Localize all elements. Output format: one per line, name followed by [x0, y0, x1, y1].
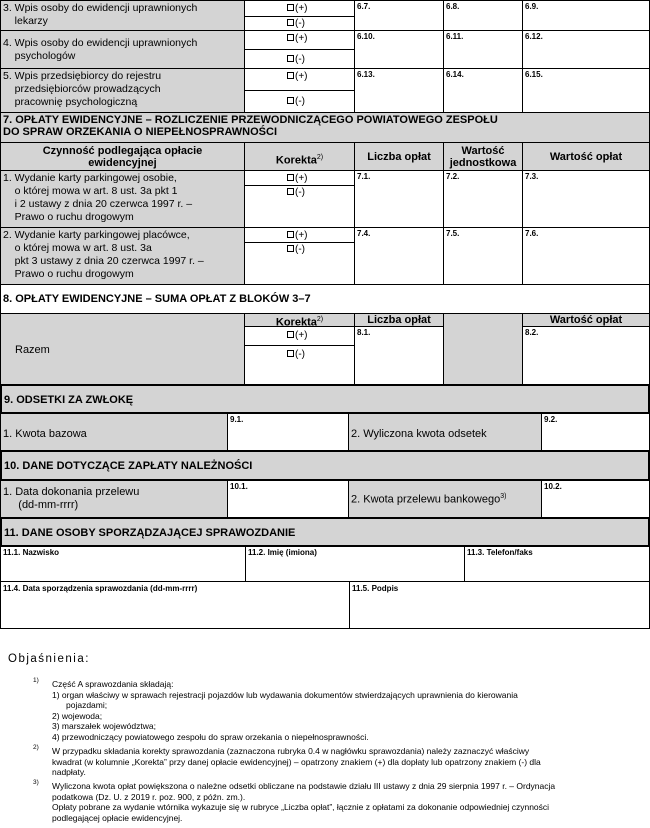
wyliczona-kwota-label: 2. Wyliczona kwota odsetek — [351, 428, 487, 440]
korekta-cell — [244, 326, 355, 385]
field-number: 6.12. — [525, 32, 543, 41]
nazwisko-field[interactable] — [0, 546, 246, 582]
note-line: 4) przewodniczący powiatowego zespołu do spraw orzekania o niepełnosprawności. — [52, 731, 369, 742]
field-label: 11.2. Imię (imiona) — [248, 548, 317, 557]
field-number: 7.3. — [525, 172, 539, 181]
footnote-mark: 1) — [33, 677, 39, 684]
field-number: 6.11. — [446, 32, 464, 41]
korekta-minus-checkbox[interactable] — [287, 349, 305, 360]
field-number: 6.10. — [357, 32, 375, 41]
section-title: 11. DANE OSOBY SPORZĄDZAJĄCEJ SPRAWOZDANIE — [4, 527, 296, 539]
korekta-plus-checkbox[interactable] — [287, 173, 308, 184]
col-header-text: Czynność podlegająca opłacie ewidencyjnej — [42, 145, 203, 169]
divider — [245, 16, 355, 17]
field-cell[interactable] — [354, 170, 444, 228]
checkbox-icon — [287, 188, 294, 195]
note-3 — [52, 781, 644, 823]
field-cell[interactable] — [522, 30, 650, 69]
field-number: 8.2. — [525, 328, 539, 337]
footnote-mark: 3) — [33, 779, 39, 786]
field-number: 7.4. — [357, 229, 371, 238]
checkbox-icon — [287, 245, 294, 252]
checkbox-label: (+) — [295, 230, 308, 241]
field-number: 7.5. — [446, 229, 460, 238]
checkbox-label: (-) — [295, 244, 305, 255]
blank-gray-cell — [443, 313, 523, 385]
kwota-przelewu-label: 2. Kwota przelewu bankowego — [351, 493, 501, 506]
korekta-minus-checkbox[interactable] — [287, 244, 305, 255]
divider — [245, 242, 355, 243]
data-sporzadzenia-field[interactable] — [0, 581, 350, 629]
section-title: 7. OPŁATY EWIDENCYJNE – ROZLICZENIE PRZEWODNICZĄCEGO POWIATOWEGO ZESPOŁU — [3, 114, 498, 126]
col-header-text: Liczba opłat — [367, 151, 431, 163]
korekta-plus-checkbox[interactable] — [287, 330, 308, 341]
field-cell[interactable] — [227, 413, 349, 451]
section-title: 10. DANE DOTYCZĄCE ZAPŁATY NALEŻNOŚCI — [4, 460, 253, 472]
col-header-text: Wartość jednostkowa — [449, 145, 517, 169]
section10-header — [0, 450, 650, 481]
section-title: 9. ODSETKI ZA ZWŁOKĘ — [4, 394, 134, 406]
col-header-korekta — [244, 142, 355, 171]
field-cell[interactable] — [354, 30, 444, 69]
field-cell[interactable] — [443, 0, 523, 31]
korekta-cell — [244, 68, 355, 113]
checkbox-icon — [287, 72, 294, 79]
korekta-minus-checkbox[interactable] — [287, 96, 305, 107]
section-title: 8. OPŁATY EWIDENCYJNE – SUMA OPŁAT Z BLOKÓW 3–7 — [3, 293, 311, 305]
row-label: 4. Wpis osoby do ewidencji uprawnionych psychologów — [3, 37, 198, 62]
footnote-ref: 2) — [316, 154, 324, 161]
field-cell[interactable] — [443, 68, 523, 113]
note-1 — [52, 679, 644, 742]
row-label: 2. Wydanie karty parkingowej placówce, o której mowa w art. 8 ust. 3a pkt 3 ustawy z dnia 20 czerwca 1997 r. – Prawo o ruchu drogowym — [3, 229, 204, 280]
field-number: 6.13. — [357, 70, 375, 79]
field-cell[interactable] — [443, 170, 523, 228]
korekta-plus-checkbox[interactable] — [287, 71, 308, 82]
field-cell[interactable] — [443, 227, 523, 285]
field-label: 11.5. Podpis — [352, 584, 399, 593]
checkbox-label: (-) — [295, 18, 305, 29]
field-label: 11.3. Telefon/faks — [467, 548, 533, 557]
note-line: pojazdami; — [66, 700, 108, 710]
checkbox-label: (+) — [295, 330, 308, 341]
korekta-plus-checkbox[interactable] — [287, 3, 308, 14]
col-header-wartosc — [522, 142, 650, 171]
note-line: Wyliczona kwota opłat powiększona o należne odsetki obliczane na podstawie działu III ustawy z dnia 29 sierpnia 1997 r. – Ordynacja — [52, 781, 556, 791]
korekta-plus-checkbox[interactable] — [287, 230, 308, 241]
col-header-czynnosc — [0, 142, 245, 171]
col-header-text: Korekta — [275, 316, 317, 329]
section7-header — [0, 112, 650, 143]
col-header-text: Liczba opłat — [367, 314, 431, 326]
field-cell[interactable] — [227, 480, 349, 518]
field-cell[interactable] — [522, 326, 650, 385]
col-header-korekta — [244, 313, 355, 327]
field-cell[interactable] — [541, 480, 650, 518]
field-label: 11.1. Nazwisko — [3, 548, 60, 557]
checkbox-icon — [287, 331, 294, 338]
checkbox-icon — [287, 174, 294, 181]
field-cell[interactable] — [522, 0, 650, 31]
field-number: 10.2. — [544, 482, 562, 491]
field-cell[interactable] — [354, 68, 444, 113]
korekta-minus-checkbox[interactable] — [287, 18, 305, 29]
footnote-ref: 2) — [316, 316, 324, 323]
korekta-cell — [244, 227, 355, 285]
field-number: 7.6. — [525, 229, 539, 238]
note-line: kwadrat (w kolumnie „Korekta” przy danej opłacie ewidencyjnej) – opatrzony znakiem (+) dla dopłaty lub opatrzony znakiem (-) dla — [52, 756, 541, 767]
note-line: 2) wojewoda; — [52, 710, 103, 721]
checkbox-icon — [287, 97, 294, 104]
checkbox-icon — [287, 350, 294, 357]
divider — [245, 345, 355, 346]
section8-header — [0, 284, 650, 314]
notes-heading: Objaśnienia: — [8, 653, 90, 665]
field-cell[interactable] — [541, 413, 650, 451]
field-number: 7.2. — [446, 172, 460, 181]
checkbox-icon — [287, 231, 294, 238]
checkbox-icon — [287, 19, 294, 26]
kwota-bazowa-label: 1. Kwota bazowa — [3, 428, 87, 440]
field-number: 9.1. — [230, 415, 244, 424]
note-2 — [52, 746, 644, 778]
divider — [245, 90, 355, 91]
note-line: Część A sprawozdania składają: — [52, 679, 174, 689]
imie-field[interactable] — [245, 546, 465, 582]
razem-label: Razem — [15, 344, 50, 356]
korekta-minus-checkbox[interactable] — [287, 54, 305, 65]
field-number: 6.15. — [525, 70, 543, 79]
row-label: 3. Wpis osoby do ewidencji uprawnionych lekarzy — [3, 2, 198, 27]
note-line: nadpłaty. — [52, 767, 86, 777]
korekta-minus-checkbox[interactable] — [287, 187, 305, 198]
field-number: 9.2. — [544, 415, 558, 424]
section11-header — [0, 517, 650, 547]
field-number: 6.9. — [525, 2, 539, 11]
checkbox-label: (+) — [295, 71, 308, 82]
col-header-liczba — [354, 313, 444, 327]
podpis-field[interactable] — [349, 581, 650, 629]
field-cell[interactable] — [522, 227, 650, 285]
kwota-bazowa-label-cell — [0, 413, 228, 451]
col-header-liczba — [354, 142, 444, 171]
kwota-przelewu-label-cell — [348, 480, 542, 518]
field-cell[interactable] — [522, 68, 650, 113]
razem-cell — [0, 313, 245, 385]
divider — [245, 185, 355, 186]
field-number: 8.1. — [357, 328, 371, 337]
note-line: 1) organ właściwy w sprawach rejestracji pojazdów lub wydawania dokumentów stwierdzających uprawnienia do kierowania — [52, 689, 518, 700]
col-header-text: Wartość opłat — [549, 151, 623, 163]
field-cell[interactable] — [522, 170, 650, 228]
checkbox-label: (+) — [295, 33, 308, 44]
row-label: 1. Wydanie karty parkingowej osobie, o której mowa w art. 8 ust. 3a pkt 1 i 2 ustawy z dnia 20 czerwca 1997 r. – Prawo o ruchu drogowym — [3, 172, 193, 223]
field-number: 10.1. — [230, 482, 248, 491]
korekta-cell — [244, 170, 355, 228]
col-header-text: Wartość opłat — [549, 314, 623, 326]
field-cell[interactable] — [354, 227, 444, 285]
checkbox-label: (+) — [295, 3, 308, 14]
note-line: 3) marszałek województwa; — [52, 721, 156, 731]
field-number: 7.1. — [357, 172, 371, 181]
data-przelewu-label-cell — [0, 480, 228, 518]
field-cell[interactable] — [443, 30, 523, 69]
col-header-text: Korekta — [275, 154, 317, 167]
field-number: 6.8. — [446, 2, 460, 11]
field-number: 6.7. — [357, 2, 371, 11]
row-label-cell — [0, 227, 245, 285]
row-label: 5. Wpis przedsiębiorcy do rejestru przedsiębiorców prowadzących pracownię psychologiczną — [3, 70, 162, 108]
section-title: DO SPRAW ORZEKANIA O NIEPEŁNOSPRAWNOŚCI — [3, 126, 278, 138]
col-header-wartosc — [522, 313, 650, 327]
checkbox-icon — [287, 4, 294, 11]
telefon-field[interactable] — [464, 546, 650, 582]
data-przelewu-label: 1. Data dokonania przelewu (dd-mm-rrrr) — [3, 486, 140, 511]
checkbox-icon — [287, 34, 294, 41]
row-label-cell — [0, 30, 245, 69]
checkbox-icon — [287, 55, 294, 62]
checkbox-label: (-) — [295, 54, 305, 65]
korekta-cell — [244, 30, 355, 69]
korekta-cell — [244, 0, 355, 31]
section9-header — [0, 384, 650, 414]
note-line: podlegającej opłacie ewidencyjnej. — [52, 812, 183, 823]
checkbox-label: (-) — [295, 349, 305, 360]
field-label: 11.4. Data sporządzenia sprawozdania (dd-mm-rrrr) — [3, 584, 198, 593]
note-line: podatkowa (Dz. U. z 2019 r. poz. 900, z późn. zm.). — [52, 791, 246, 802]
row-label-cell — [0, 170, 245, 228]
footnote-mark: 2) — [33, 744, 39, 751]
checkbox-label: (-) — [295, 96, 305, 107]
wyliczona-label-cell — [348, 413, 542, 451]
field-number: 6.14. — [446, 70, 464, 79]
note-line: W przypadku składania korekty sprawozdania (zaznaczona rubryka 0.4 w nagłówku sprawozdania) należy zaznaczyć właściwy — [52, 746, 530, 756]
footnote-ref: 3) — [500, 493, 507, 500]
korekta-plus-checkbox[interactable] — [287, 33, 308, 44]
col-header-wartosc-jedn — [443, 142, 523, 171]
row-label-cell — [0, 0, 245, 31]
field-cell[interactable] — [354, 0, 444, 31]
row-label-cell — [0, 68, 245, 113]
checkbox-label: (-) — [295, 187, 305, 198]
checkbox-label: (+) — [295, 173, 308, 184]
note-line: Opłaty pobrane za wydanie wtórnika wykazuje się w rubryce „Liczba opłat”, łącznie z opłatami za dokonanie odpowiedniej czynności — [52, 802, 550, 812]
divider — [245, 49, 355, 50]
field-cell[interactable] — [354, 326, 444, 385]
